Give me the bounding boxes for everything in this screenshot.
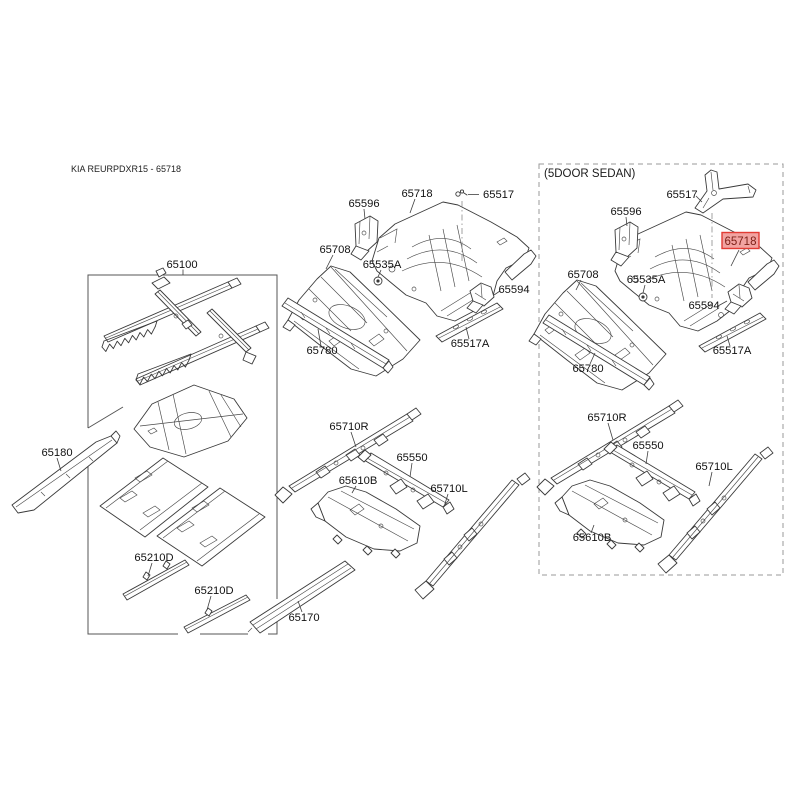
label-65100[interactable]: 65100 — [166, 259, 198, 271]
sedan-label-65710l[interactable]: 65710L — [695, 461, 733, 473]
sedan-part-65718-drawing — [615, 212, 779, 331]
sedan-caption: (5DOOR SEDAN) — [544, 168, 636, 180]
sedan-label-65517a[interactable]: 65517A — [712, 345, 752, 357]
label-mid-65596[interactable]: 65596 — [348, 198, 380, 210]
sedan-part-65535a-grommet — [639, 293, 647, 301]
label-mid-65517[interactable]: 65517 — [483, 189, 515, 201]
sedan-highlighted-label-65718[interactable] — [722, 233, 759, 249]
label-mid-65718[interactable]: 65718 — [401, 188, 433, 200]
part-65535a-grommet — [374, 277, 382, 285]
label-mid-65710l[interactable]: 65710L — [430, 483, 468, 495]
diagram-title: KIA REURPDXR15 - 65718 — [71, 164, 182, 174]
sedan-label-65710r[interactable]: 65710R — [587, 412, 627, 424]
sedan-group — [529, 164, 783, 575]
label-65210d-a[interactable]: 65210D — [134, 552, 174, 564]
sedan-label-65708[interactable]: 65708 — [567, 269, 599, 281]
sedan-label-65517[interactable]: 65517 — [666, 189, 698, 201]
sedan-label-65780[interactable]: 65780 — [572, 363, 604, 375]
label-mid-65708[interactable]: 65708 — [319, 244, 351, 256]
label-mid-65610b[interactable]: 65610B — [338, 475, 378, 487]
sedan-label-65596[interactable]: 65596 — [610, 206, 642, 218]
part-65210d-b-drawing — [184, 595, 250, 633]
part-65100-assembly-drawing — [102, 268, 269, 385]
sedan-label-65718: 65718 — [724, 236, 757, 248]
label-mid-65517a[interactable]: 65517A — [450, 338, 490, 350]
part-65210d-a-drawing — [123, 560, 189, 600]
part-65610b-drawing — [311, 486, 420, 558]
sedan-label-65550[interactable]: 65550 — [632, 440, 664, 452]
label-mid-65550[interactable]: 65550 — [396, 452, 428, 464]
label-mid-65535a[interactable]: 65535A — [362, 259, 402, 271]
sedan-label-65610b[interactable]: 65610B — [572, 532, 612, 544]
label-65180[interactable]: 65180 — [41, 447, 73, 459]
part-center-floor-drawing — [134, 385, 247, 457]
fastener-65517-icon — [456, 190, 467, 196]
label-65170[interactable]: 65170 — [288, 612, 320, 624]
label-mid-65710r[interactable]: 65710R — [329, 421, 369, 433]
label-65210d-b[interactable]: 65210D — [194, 585, 234, 597]
sedan-label-65594[interactable]: 65594 — [688, 300, 720, 312]
label-mid-65780[interactable]: 65780 — [306, 345, 338, 357]
label-mid-65594[interactable]: 65594 — [498, 284, 530, 296]
sedan-label-65535a[interactable]: 65535A — [626, 274, 666, 286]
part-65180-drawing — [12, 431, 120, 513]
middle-group — [275, 188, 536, 599]
